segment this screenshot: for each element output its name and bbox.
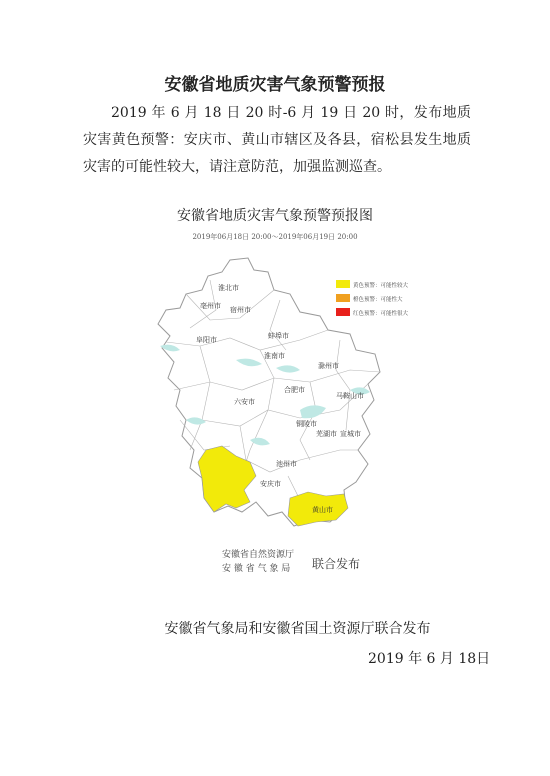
map-legend xyxy=(336,280,409,317)
document-title: 安徽省地质灾害气象预警预报 xyxy=(164,75,386,95)
city-label: 宿州市 xyxy=(230,306,251,314)
map-subtitle: 2019年06月18日 20:00～2019年06月19日 20:00 xyxy=(192,233,358,241)
city-label: 淮南市 xyxy=(264,352,285,360)
city-label: 阜阳市 xyxy=(196,336,217,344)
city-label: 马鞍山市 xyxy=(336,392,364,400)
city-label: 宣城市 xyxy=(340,430,361,438)
legend-label-orange: 橙色预警：可能性大 xyxy=(353,297,403,303)
map-title: 安徽省地质灾害气象预警预报图 xyxy=(177,208,373,224)
agency-joint-label: 联合发布 xyxy=(312,557,361,571)
legend-swatch-red xyxy=(336,308,350,316)
footer-date: 2019 年 6 月 18日 xyxy=(368,651,491,667)
anhui-warning-map xyxy=(150,250,409,540)
city-label: 芜湖市 xyxy=(316,430,337,438)
city-label: 淮北市 xyxy=(218,284,239,292)
city-label: 亳州市 xyxy=(200,302,221,310)
legend-label-yellow: 黄色预警：可能性较大 xyxy=(353,283,409,289)
legend-swatch-orange xyxy=(336,294,350,302)
legend-swatch-yellow xyxy=(336,280,350,288)
city-label: 黄山市 xyxy=(312,506,333,514)
warning-paragraph xyxy=(83,100,471,181)
legend-label-red: 红色预警：可能性很大 xyxy=(353,311,409,317)
city-label: 安庆市 xyxy=(260,480,281,488)
city-label: 滁州市 xyxy=(318,362,339,370)
agency-line-2: 安 徽 省 气 象 局 xyxy=(222,564,291,574)
city-label: 池州市 xyxy=(276,460,297,468)
city-label: 合肥市 xyxy=(284,386,305,394)
city-label: 蚌埠市 xyxy=(268,332,289,340)
agency-line-1: 安徽省自然资源厅 xyxy=(222,550,295,560)
warning-text: 2019 年 6 月 18 日 20 时-6 月 19 日 20 时，发布地质灾害黄色预警：安庆市、黄山市辖区及各县，宿松县发生地质灾害的可能性较大，请注意防范，加强监测巡查。 xyxy=(83,105,471,175)
city-label: 铜陵市 xyxy=(296,420,317,428)
footer-publisher: 安徽省气象局和安徽省国土资源厅联合发布 xyxy=(164,621,431,637)
city-label: 六安市 xyxy=(234,398,255,406)
agency-block xyxy=(222,548,294,576)
